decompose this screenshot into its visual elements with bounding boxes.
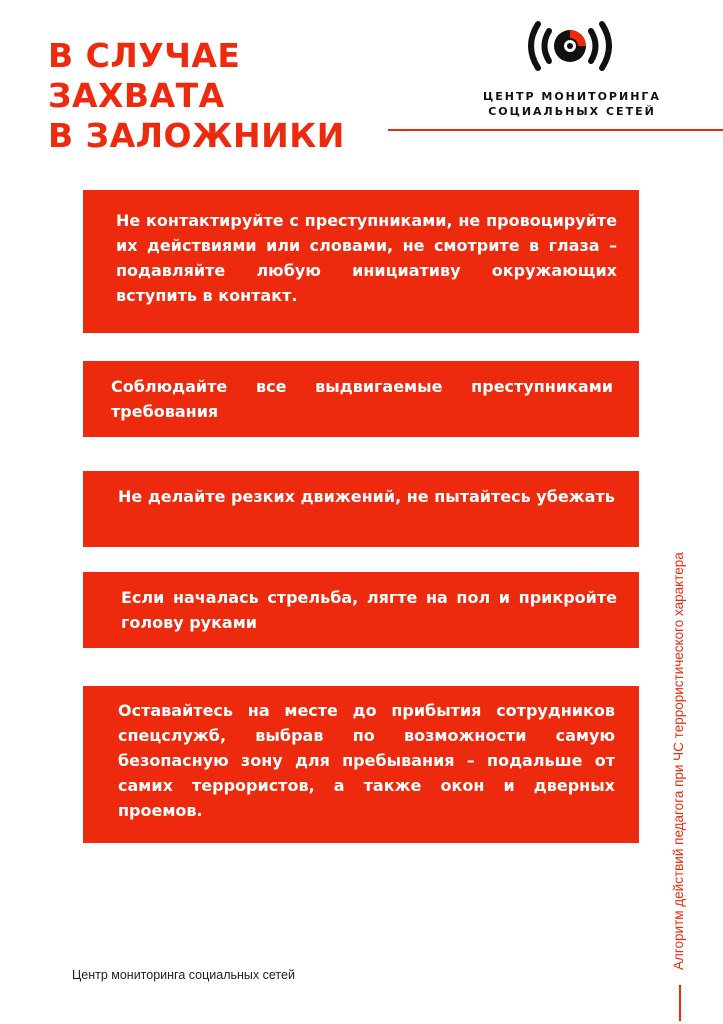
brand-line: ЦЕНТР МОНИТОРИНГА	[483, 90, 661, 103]
side-caption: Алгоритм действий педагога при ЧС террористического характера	[671, 552, 686, 970]
title-line: ЗАХВАТА	[48, 76, 225, 115]
side-divider	[679, 985, 681, 1021]
title-line: В СЛУЧАЕ	[48, 36, 241, 75]
broadcast-signal-icon	[518, 18, 622, 74]
brand-line: СОЦИАЛЬНЫХ СЕТЕЙ	[488, 105, 656, 118]
rule-text: Если началась стрельба, лягте на пол и прикройте голову руками	[121, 588, 617, 632]
rule-text: Соблюдайте все выдвигаемые преступниками требования	[111, 377, 613, 421]
rule-card-5	[83, 686, 639, 843]
rule-card-4	[83, 572, 639, 648]
page-title	[48, 36, 345, 156]
footer-text: Центр мониторинга социальных сетей	[72, 968, 295, 982]
rule-text: Оставайтесь на месте до прибытия сотрудников спецслужб, выбрав по возможности самую безопасную зону для пребывания – подальше от самих террористов, а также окон и дверных проемов.	[118, 701, 615, 820]
rule-card-1	[83, 190, 639, 333]
rule-text: Не контактируйте с преступниками, не провоцируйте их действиями или словами, не смотрите в глаза – подавляйте любую инициативу окружающих вступить в контакт.	[116, 211, 617, 305]
title-line: В ЗАЛОЖНИКИ	[48, 116, 345, 155]
header-divider	[388, 129, 723, 131]
rule-text: Не делайте резких движений, не пытайтесь убежать	[118, 487, 615, 506]
brand-name	[472, 89, 672, 119]
rule-card-3	[83, 471, 639, 547]
rule-card-2	[83, 361, 639, 437]
